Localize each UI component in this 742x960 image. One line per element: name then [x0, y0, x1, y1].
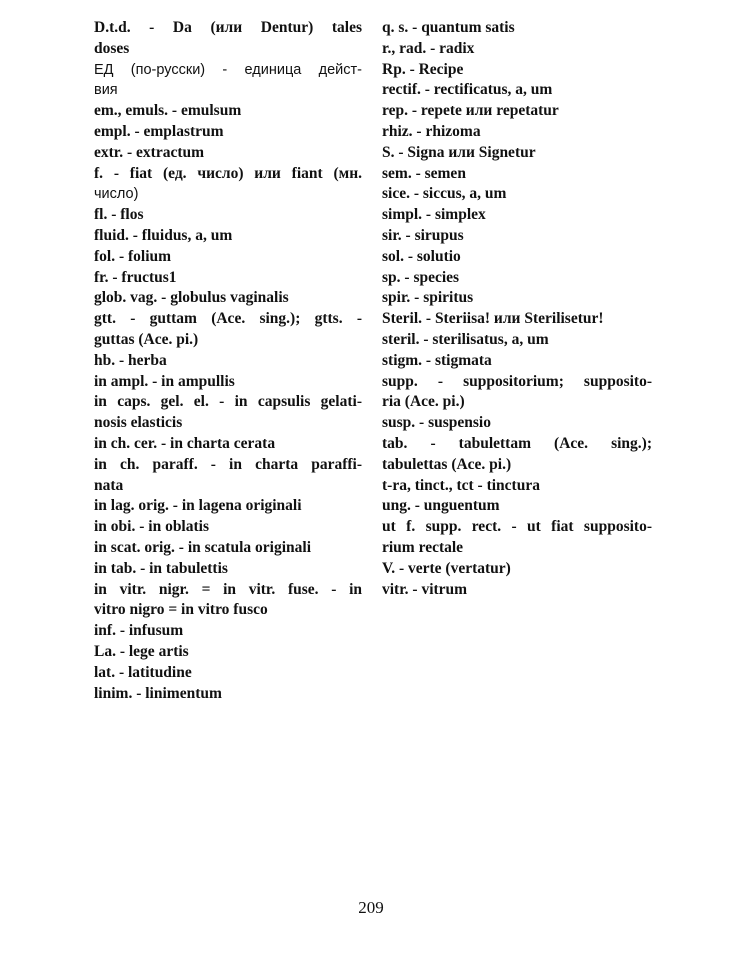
- glossary-line: steril. - sterilisatus, a, um: [382, 330, 549, 348]
- page-number: 209: [358, 898, 384, 917]
- glossary-line: in obi. - in oblatis: [94, 518, 209, 536]
- glossary-line: sir. - sirupus: [382, 226, 464, 244]
- glossary-line: spir. - spiritus: [382, 289, 474, 307]
- glossary-line: tabulettas (Ace. pi.): [382, 455, 512, 473]
- glossary-line: tab. - tabulettam (Ace. sing.);: [382, 434, 652, 452]
- glossary-line: ЕД (по-русски) - единица дейст-: [94, 61, 362, 78]
- glossary-line: S. - Signa или Signetur: [382, 143, 536, 161]
- glossary-line: fol. - folium: [94, 247, 172, 265]
- glossary-line: in tab. - in tabulettis: [94, 559, 228, 577]
- glossary-line: f. - fiat (ед. число) или fiant (мн.: [94, 164, 362, 182]
- glossary-line: t-ra, tinct., tct - tinctura: [382, 476, 540, 494]
- glossary-line: число): [94, 186, 139, 203]
- glossary-line: in ch. paraff. - in charta paraffi-: [94, 455, 362, 473]
- glossary-line: extr. - extractum: [94, 143, 205, 161]
- glossary-line: sice. - siccus, a, um: [382, 185, 507, 203]
- glossary-line: sol. - solutio: [382, 247, 461, 265]
- glossary-line: nata: [94, 476, 124, 494]
- glossary-line: in vitr. nigr. = in vitr. fuse. - in: [94, 580, 362, 598]
- glossary-line: in ch. cer. - in charta cerata: [94, 434, 276, 452]
- glossary-line: stigm. - stigmata: [382, 351, 492, 369]
- glossary-line: rhiz. - rhizoma: [382, 122, 481, 140]
- glossary-line: inf. - infusum: [94, 622, 184, 640]
- glossary-line: ung. - unguentum: [382, 497, 500, 515]
- glossary-line: hb. - herba: [94, 351, 167, 369]
- glossary-line: in scat. orig. - in scatula originali: [94, 538, 311, 556]
- glossary-line: La. - lege artis: [94, 642, 189, 660]
- glossary-line: rium rectale: [382, 538, 464, 556]
- glossary-line: r., rad. - radix: [382, 39, 475, 57]
- glossary-line: nosis elasticis: [94, 414, 183, 432]
- glossary-line: D.t.d. - Da (или Dentur) tales: [94, 19, 362, 36]
- glossary-line: q. s. - quantum satis: [382, 19, 515, 36]
- glossary-line: in ampl. - in ampullis: [94, 372, 235, 390]
- glossary-line: ria (Ace. pi.): [382, 393, 465, 411]
- glossary-line: ut f. supp. rect. - ut fiat supposito-: [382, 518, 652, 536]
- glossary-line: guttas (Ace. pi.): [94, 330, 199, 348]
- glossary-line: linim. - linimentum: [94, 684, 222, 702]
- glossary-line: sp. - species: [382, 268, 460, 286]
- glossary-line: Rp. - Recipe: [382, 60, 464, 78]
- glossary-line: rep. - repete или repetatur: [382, 102, 559, 120]
- glossary-line: V. - verte (vertatur): [382, 559, 511, 577]
- glossary-line: fr. - fructus1: [94, 268, 177, 286]
- left-column: [94, 18, 362, 704]
- glossary-line: glob. vag. - globulus vaginalis: [94, 289, 289, 307]
- glossary-line: rectif. - rectificatus, a, um: [382, 81, 553, 99]
- glossary-line: fluid. - fluidus, a, um: [94, 226, 233, 244]
- glossary-line: вия: [94, 82, 118, 99]
- glossary-line: susp. - suspensio: [382, 414, 491, 432]
- glossary-line: sem. - semen: [382, 164, 466, 182]
- glossary-line: vitro nigro = in vitro fusco: [94, 601, 268, 619]
- glossary-line: lat. - latitudine: [94, 663, 192, 681]
- glossary-line: simpl. - simplex: [382, 206, 486, 224]
- glossary-line: doses: [94, 39, 130, 57]
- right-column: [382, 18, 652, 600]
- glossary-line: vitr. - vitrum: [382, 580, 468, 598]
- glossary-line: Steril. - Steriisa! или Sterilisetur!: [382, 310, 604, 328]
- glossary-line: supp. - suppositorium; supposito-: [382, 372, 652, 390]
- glossary-line: em., emuls. - emulsum: [94, 102, 242, 120]
- glossary-line: gtt. - guttam (Ace. sing.); gtts. -: [94, 310, 362, 328]
- glossary-line: in lag. orig. - in lagena originali: [94, 497, 302, 515]
- glossary-line: in caps. gel. el. - in capsulis gelati-: [94, 393, 362, 411]
- glossary-line: empl. - emplastrum: [94, 122, 224, 140]
- glossary-line: fl. - flos: [94, 206, 144, 224]
